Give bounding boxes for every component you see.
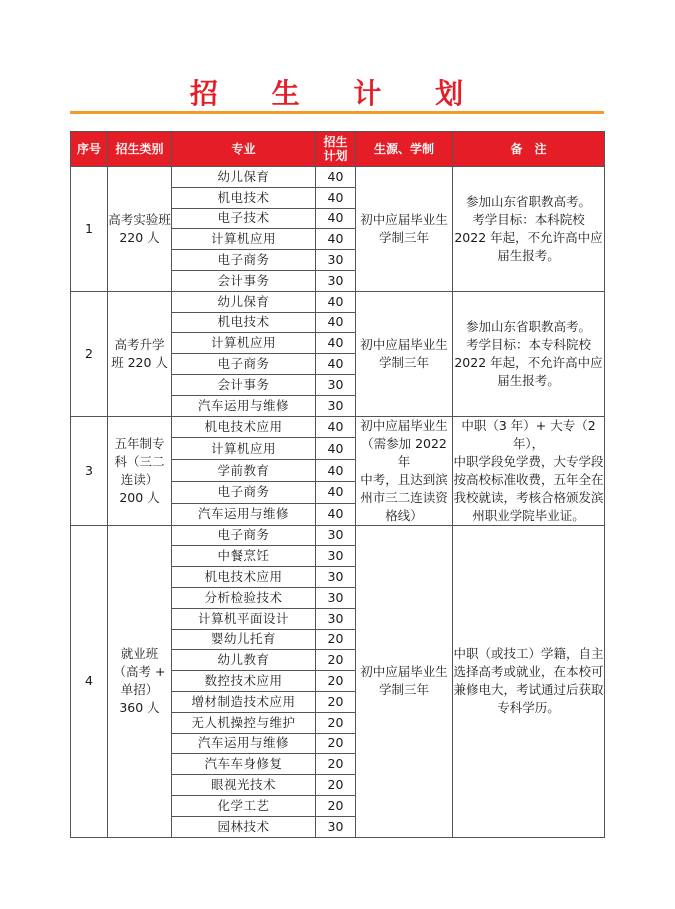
major-name: 会计事务: [172, 270, 316, 291]
group-source: [356, 525, 453, 837]
major-name: 电子技术: [172, 208, 316, 229]
plan-count: 30: [316, 374, 356, 395]
plan-count: 40: [316, 503, 356, 525]
plan-count: 20: [316, 629, 356, 650]
group-category: [108, 416, 172, 525]
plan-count: 20: [316, 671, 356, 692]
major-name: 分析检验技术: [172, 587, 316, 608]
plan-count: 40: [316, 229, 356, 250]
group-note-text: 参加山东省职教高考。 考学目标：本专科院校 2022 年起，不允许高中应 届生报考。: [454, 318, 603, 388]
major-name: 幼儿保育: [172, 167, 316, 188]
plan-count: 40: [316, 438, 356, 460]
group-note-text: 中职（或技工）学籍，自主 选择高考或就业，在本校可 兼修电大，考试通过后获取 专科学历。: [453, 646, 604, 716]
group-note: [453, 416, 605, 525]
major-name: 幼儿保育: [172, 291, 316, 312]
plan-count: 30: [316, 546, 356, 567]
plan-count: 40: [316, 416, 356, 438]
table-row: [71, 525, 605, 546]
table-row: [71, 291, 605, 312]
group-source-text: 初中应届毕业生 （需参加 2022 年 中考，且达到滨 州市三二连读资 格线）: [360, 417, 448, 523]
major-name: 学前教育: [172, 460, 316, 482]
plan-count: 20: [316, 795, 356, 816]
major-name: 机电技术: [172, 312, 316, 333]
major-name: 婴幼儿托育: [172, 629, 316, 650]
major-name: 电子商务: [172, 481, 316, 503]
major-name: 幼儿教育: [172, 650, 316, 671]
table-row: [71, 416, 605, 438]
group-note-text: 参加山东省职教高考。 考学目标：本科院校 2022 年起，不允许高中应 届生报考。: [454, 193, 603, 263]
major-name: 机电技术: [172, 187, 316, 208]
group-category: [108, 291, 172, 416]
group-source: [356, 416, 453, 525]
group-source: [356, 291, 453, 416]
plan-count: 40: [316, 354, 356, 375]
group-seq: 3: [71, 416, 108, 525]
table-header: [71, 132, 605, 167]
table-body: [71, 167, 605, 838]
major-name: 计算机应用: [172, 229, 316, 250]
plan-count: 40: [316, 208, 356, 229]
header-plan: [316, 132, 356, 167]
major-name: 电子商务: [172, 525, 316, 546]
group-category-text: 就业班 （高考 + 单招） 360 人: [113, 646, 166, 716]
header-plan-label: 招生 计划: [323, 135, 348, 163]
major-name: 中餐烹饪: [172, 546, 316, 567]
major-name: 增材制造技术应用: [172, 691, 316, 712]
title-divider: [70, 111, 604, 114]
major-name: 化学工艺: [172, 795, 316, 816]
plan-count: 20: [316, 712, 356, 733]
group-note: [453, 291, 605, 416]
group-source-text: 初中应届毕业生 学制三年: [360, 211, 448, 245]
header-category: 招生类别: [108, 132, 172, 167]
plan-count: 30: [316, 250, 356, 271]
group-category: [108, 167, 172, 292]
major-name: 眼视光技术: [172, 775, 316, 796]
major-name: 无人机操控与维护: [172, 712, 316, 733]
major-name: 汽车运用与维修: [172, 733, 316, 754]
header-seq: 序号: [71, 132, 108, 167]
plan-count: 40: [316, 167, 356, 188]
group-category-text: 五年制专 科（三二 连读） 200 人: [114, 435, 165, 505]
plan-count: 30: [316, 608, 356, 629]
plan-count: 30: [316, 525, 356, 546]
plan-count: 30: [316, 395, 356, 416]
group-source: [356, 167, 453, 292]
plan-count: 40: [316, 187, 356, 208]
major-name: 汽车运用与维修: [172, 395, 316, 416]
major-name: 园林技术: [172, 816, 316, 837]
plan-count: 40: [316, 481, 356, 503]
page-title: 招 生 计 划: [189, 77, 486, 110]
group-seq: 4: [71, 525, 108, 837]
group-category-text: 高考升学 班 220 人: [111, 336, 168, 370]
plan-count: 30: [316, 816, 356, 837]
group-note: [453, 525, 605, 837]
plan-count: 40: [316, 312, 356, 333]
plan-count: 20: [316, 754, 356, 775]
group-note: [453, 167, 605, 292]
plan-count: 30: [316, 270, 356, 291]
plan-count: 40: [316, 460, 356, 482]
group-seq: 2: [71, 291, 108, 416]
major-name: 计算机平面设计: [172, 608, 316, 629]
group-category: [108, 525, 172, 837]
group-source-text: 初中应届毕业生 学制三年: [360, 336, 448, 370]
header-source: 生源、学制: [356, 132, 453, 167]
major-name: 计算机应用: [172, 333, 316, 354]
group-category-text: 高考实验班 220 人: [108, 211, 171, 245]
major-name: 机电技术应用: [172, 416, 316, 438]
major-name: 机电技术应用: [172, 567, 316, 588]
group-note-text: 中职（3 年）+ 大专（2 年）， 中职学段免学费，大专学段 按高校标准收费，五年全在 我校就读，考核合格颁发滨 州职业学院毕业证。: [453, 417, 604, 523]
major-name: 电子商务: [172, 250, 316, 271]
header-major: 专业: [172, 132, 316, 167]
plan-count: 20: [316, 775, 356, 796]
plan-count: 30: [316, 567, 356, 588]
major-name: 汽车车身修复: [172, 754, 316, 775]
plan-count: 20: [316, 733, 356, 754]
plan-count: 40: [316, 291, 356, 312]
plan-count: 30: [316, 587, 356, 608]
group-seq: 1: [71, 167, 108, 292]
plan-count: 40: [316, 333, 356, 354]
major-name: 计算机应用: [172, 438, 316, 460]
major-name: 会计事务: [172, 374, 316, 395]
major-name: 电子商务: [172, 354, 316, 375]
plan-count: 20: [316, 691, 356, 712]
group-source-text: 初中应届毕业生 学制三年: [360, 664, 448, 698]
table-row: [71, 167, 605, 188]
header-note: 备 注: [453, 132, 605, 167]
plan-count: 20: [316, 650, 356, 671]
major-name: 数控技术应用: [172, 671, 316, 692]
enrollment-plan-table: [70, 131, 605, 838]
major-name: 汽车运用与维修: [172, 503, 316, 525]
